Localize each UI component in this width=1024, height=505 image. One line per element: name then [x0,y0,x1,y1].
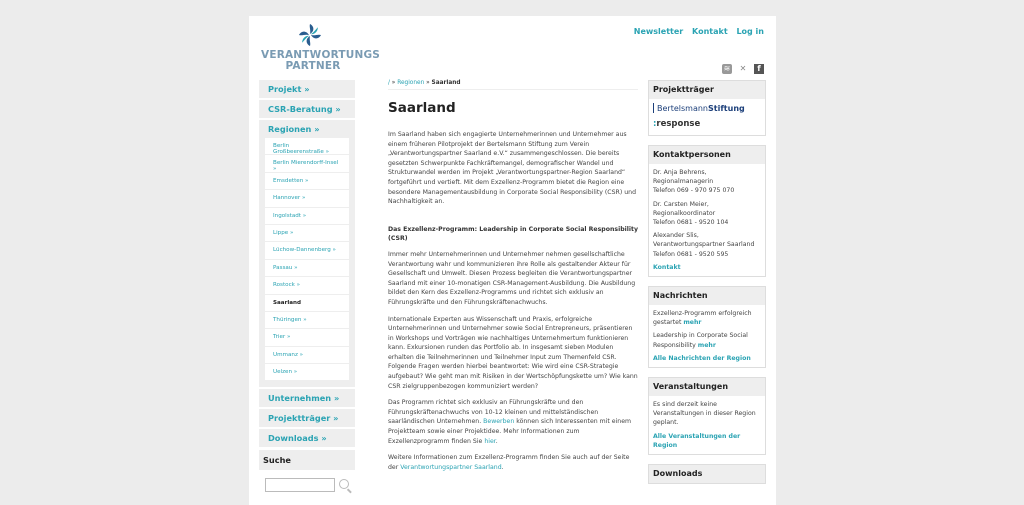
downloads-title: Downloads [649,465,765,483]
rss-icon[interactable]: ≋ [723,64,731,73]
hier-link[interactable]: hier [484,437,496,445]
logo-mark-icon [297,22,323,48]
nav-regionen[interactable]: Regionen » [268,124,320,134]
page-title: Saarland [388,100,456,116]
region-item[interactable]: Lippe » [265,225,349,242]
logo-line-2: PARTNER [285,60,341,72]
news-box [648,286,766,368]
kontakt-box [648,145,766,277]
contact-entry: Dr. Carsten Meier, Regionalkoordinator Telefon 0681 - 9520 104 [653,200,729,227]
newsletter-link[interactable]: Newsletter [633,27,684,36]
region-item[interactable]: Ummanz » [265,347,349,364]
nav-csr-beratung[interactable]: CSR-Beratung » [259,100,355,118]
top-links [628,27,764,36]
region-item[interactable]: Berlin Mierendorff-Insel » [265,155,349,172]
logo[interactable] [261,22,381,80]
events-title: Veranstaltungen [649,378,765,396]
all-news-link[interactable]: Alle Nachrichten der Region [653,354,751,362]
paragraph: Weitere Informationen zum Exzellenz-Programm finden Sie auch auf der Seite der Verantwortungspartner Saarland. [388,454,630,471]
news-title: Nachrichten [649,287,765,305]
login-link[interactable]: Log in [736,27,764,36]
page [249,16,776,505]
left-nav [259,80,355,449]
social-links [722,64,764,74]
nav-regionen-group [259,120,355,387]
bewerben-link[interactable]: Bewerben [483,418,515,426]
paragraph: Das Programm richtet sich exklusiv an Führungskräfte und den Führungskräftenachwuchs von 10-12 kleinen und mittelständischen saarländischen Unternehmen. Bewerben können sich Interessenten mit einem Projektteam sowie einer Projektidee. Mehr Informationen zum Exzellenzprogramm finden Sie hier. [388,399,632,445]
region-item[interactable]: Ingolstadt » [265,208,349,225]
vp-saarland-link[interactable]: Verantwortungspartner Saarland [400,463,502,471]
nav-projekt[interactable]: Projekt » [259,80,355,98]
contact-entry: Alexander Slis, Verantwortungspartner Saarland Telefon 0681 - 9520 595 [653,232,755,258]
breadcrumb-regionen[interactable]: Regionen [397,80,425,86]
contact-entry: Dr. Anja Behrens, Regionalmanagerin Telefon 069 - 970 975 070 [653,169,735,195]
paragraph: Internationale Experten aus Wissenschaft und Praxis, erfolgreiche Unternehmerinnen und Unternehmer sowie Social Entrepreneurs, präsentieren in Workshops und Vorträgen wie nachhaltiges Unternehmertum funktionieren kann. Exkursionen runden das Portfolio ab. In insgesamt sieben Modulen erhalten die Teilnehmerinnen und Teilnehmer Input zum Themenfeld CSR. Folgende Fragen werden hierbei beantwortet: Wie wird eine CSR-Strategie aufgebaut? Wie geht man mit Risiken in der Wertschöpfungskette um? Wie kann CSR zielgruppenbezogen kommuniziert werden? [388,315,638,390]
right-sidebar [648,80,766,493]
region-item[interactable]: Trier » [265,329,349,346]
logo-line-1: VERANTWORTUNGS [261,49,381,61]
search-box [259,450,355,505]
region-item-active[interactable]: Saarland [265,295,349,312]
traeger-box [648,80,766,136]
paragraph: Immer mehr Unternehmerinnen und Unternehmer nehmen gesellschaftliche Verantwortung wahr und kommunizieren ihre Rolle als gestaltender Akteur für Gesellschaft und Umwelt. Diesen Prozess begleiten die Verantwortungspartner Saarland mit einer 10-monatigen CSR-Management-Ausbildung. Die Ausbildung bildet den Kern des Exzellenz-Programms und richtet sich exklusiv an Führungskräfte und den Führungskräftenachwuchs. [388,250,636,306]
region-item[interactable]: Hannover » [265,190,349,207]
xing-icon[interactable]: ✕ [739,64,747,73]
news-item: Exzellenz-Programm erfolgreich gestartet mehr [653,310,752,327]
search-title: Suche [263,455,291,465]
search-input[interactable] [265,478,335,492]
intro-paragraph: Im Saarland haben sich engagierte Unternehmerinnen und Unternehmer aus einem früheren Pilotprojekt der Bertelsmann Stiftung zum Verein „Verantwortungspartner Saarland e.V.“ zusammengeschlossen. Die bereits gesetzten Schwerpunkte Fachkräftemangel, demografischer Wandel und Strukturwandel werden im Projekt „Verantwortungspartner-Region Saarland“ fortgeführt und vertieft. Mit dem Exzellenz-Programm bietet die Region eine besondere Managementausbildung in Corporate Social Responsibility (CSR) und Nachhaltigkeit an. [388,131,637,206]
region-item[interactable]: Passau » [265,260,349,277]
region-item[interactable]: Uelzen » [265,364,349,381]
news-item: Leadership in Corporate Social Responsibility mehr [653,332,748,349]
breadcrumb-current: Saarland [431,80,461,86]
facebook-icon[interactable]: f [754,64,764,74]
news-more-link[interactable]: mehr [683,319,702,327]
main-content [388,80,638,479]
bertelsmann-logo[interactable]: Bertelsmann Stiftung [653,103,761,113]
kontakt-box-link[interactable]: Kontakt [653,263,681,271]
breadcrumb: / » Regionen » Saarland [388,80,638,90]
response-logo[interactable]: :response [653,119,701,129]
region-item[interactable]: Lüchow-Dannenberg » [265,242,349,259]
region-item[interactable]: Thüringen » [265,312,349,329]
region-item[interactable]: Emsdetten » [265,173,349,190]
traeger-title: Projektträger [649,81,765,99]
search-icon[interactable] [339,479,349,489]
region-list [265,138,349,381]
news-more-link[interactable]: mehr [697,341,716,349]
downloads-box [648,464,766,484]
region-item[interactable]: Berlin Großbeerenstraße » [265,138,349,155]
events-text: Es sind derzeit keine Veranstaltungen in dieser Region geplant. [653,401,756,427]
region-item[interactable]: Rostock » [265,277,349,294]
nav-downloads[interactable]: Downloads » [259,429,355,447]
nav-unternehmen[interactable]: Unternehmen » [259,389,355,407]
kontakt-link[interactable]: Kontakt [692,27,728,36]
events-box [648,377,766,455]
section-heading: Das Exzellenz-Programm: Leadership in Corporate Social Responsibility (CSR) [388,225,638,243]
all-events-link[interactable]: Alle Veranstaltungen der Region [653,432,741,449]
breadcrumb-home[interactable]: / [388,80,390,86]
nav-projekttraeger[interactable]: Projektträger » [259,409,355,427]
kontakt-title: Kontaktpersonen [649,146,765,164]
